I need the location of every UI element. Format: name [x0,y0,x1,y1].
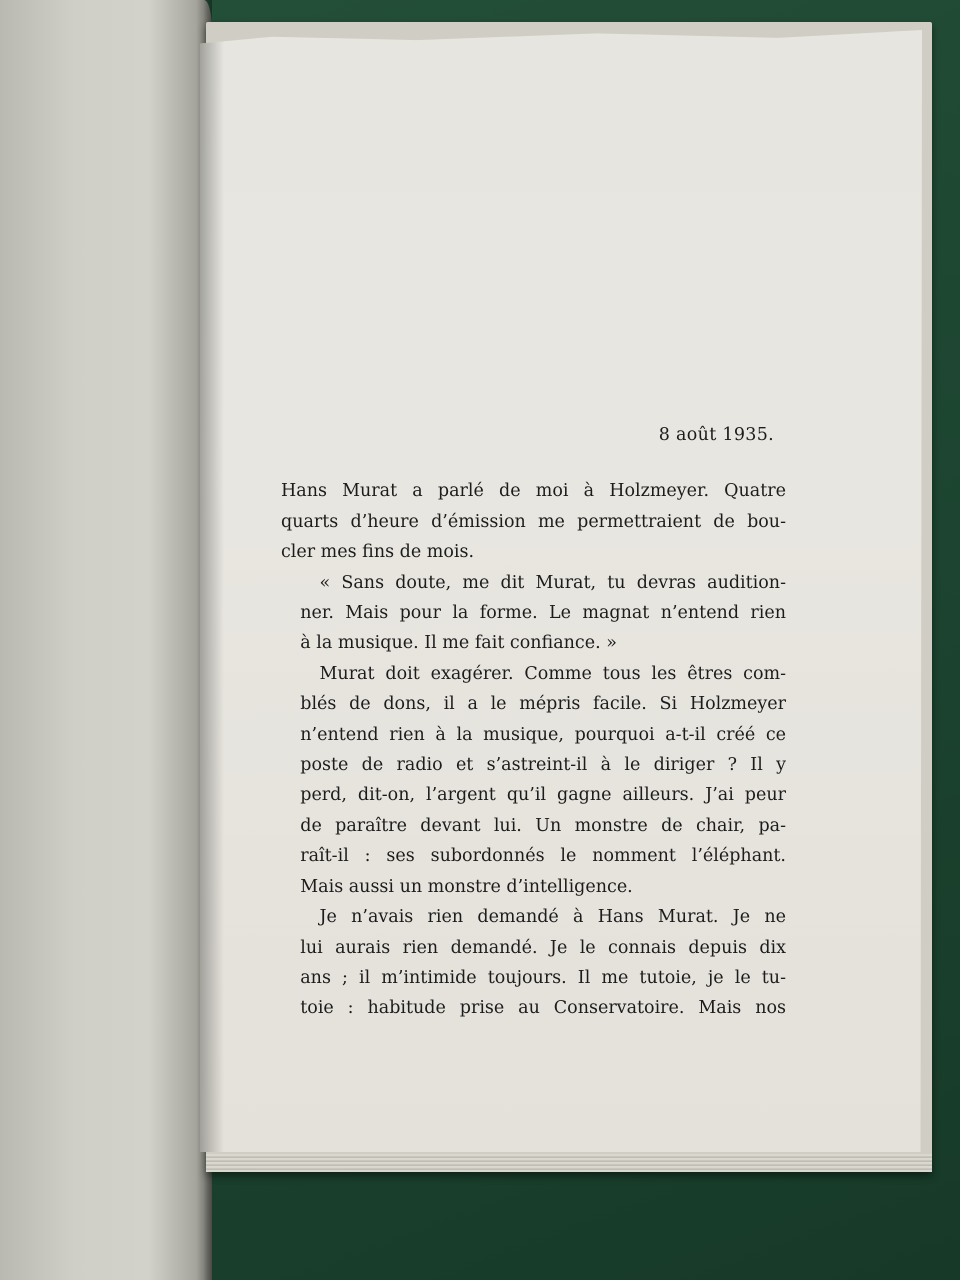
text-line: à la musique. Il me fait confiance. » [300,633,617,654]
text-line: poste de radio et s’astreint-il à le diriger ? Il y [300,755,786,776]
text-line: blés de dons, il a le mépris facile. Si Holzmeyer [300,694,786,715]
text-line: n’entend rien à la musique, pourquoi a-t-il créé ce [300,724,786,745]
paragraph-4 [281,902,786,1024]
text-line: Hans Murat a parlé de moi à Holzmeyer. Quatre [281,481,786,502]
paragraph-3 [281,659,786,902]
text-line: de paraître devant lui. Un monstre de chair, pa- [300,815,786,836]
entry-date: 8 août 1935. [658,425,774,445]
page-text [281,420,786,1024]
text-line: toie : habitude prise au Conservatoire. Mais nos [300,998,786,1019]
text-line: ans ; il m’intimide toujours. Il me tutoie, je le tu- [300,967,786,988]
page-stack-edge [206,1154,932,1172]
left-page [0,0,212,1280]
paragraph-1 [281,476,786,567]
text-line: cler mes fins de mois. [281,542,475,563]
text-line: ner. Mais pour la forme. Le magnat n’entend rien [300,603,786,624]
text-line: Mais aussi un monstre d’intelligence. [300,876,633,897]
text-line: perd, dit-on, l’argent qu’il gagne ailleurs. J’ai peur [300,785,786,806]
text-line: Je n’avais rien demandé à Hans Murat. Je ne [319,907,786,928]
text-line: « Sans doute, me dit Murat, tu devras audition- [319,572,786,593]
text-line: Murat doit exagérer. Comme tous les êtres com- [319,663,786,684]
text-line: lui aurais rien demandé. Je le connais depuis dix [300,937,786,958]
gutter-shadow [200,30,224,1152]
text-line: raît-il : ses subordonnés le nomment l’éléphant. [300,846,786,867]
text-line: quarts d’heure d’émission me permettraient de bou- [281,511,786,532]
paragraph-2 [281,568,786,659]
